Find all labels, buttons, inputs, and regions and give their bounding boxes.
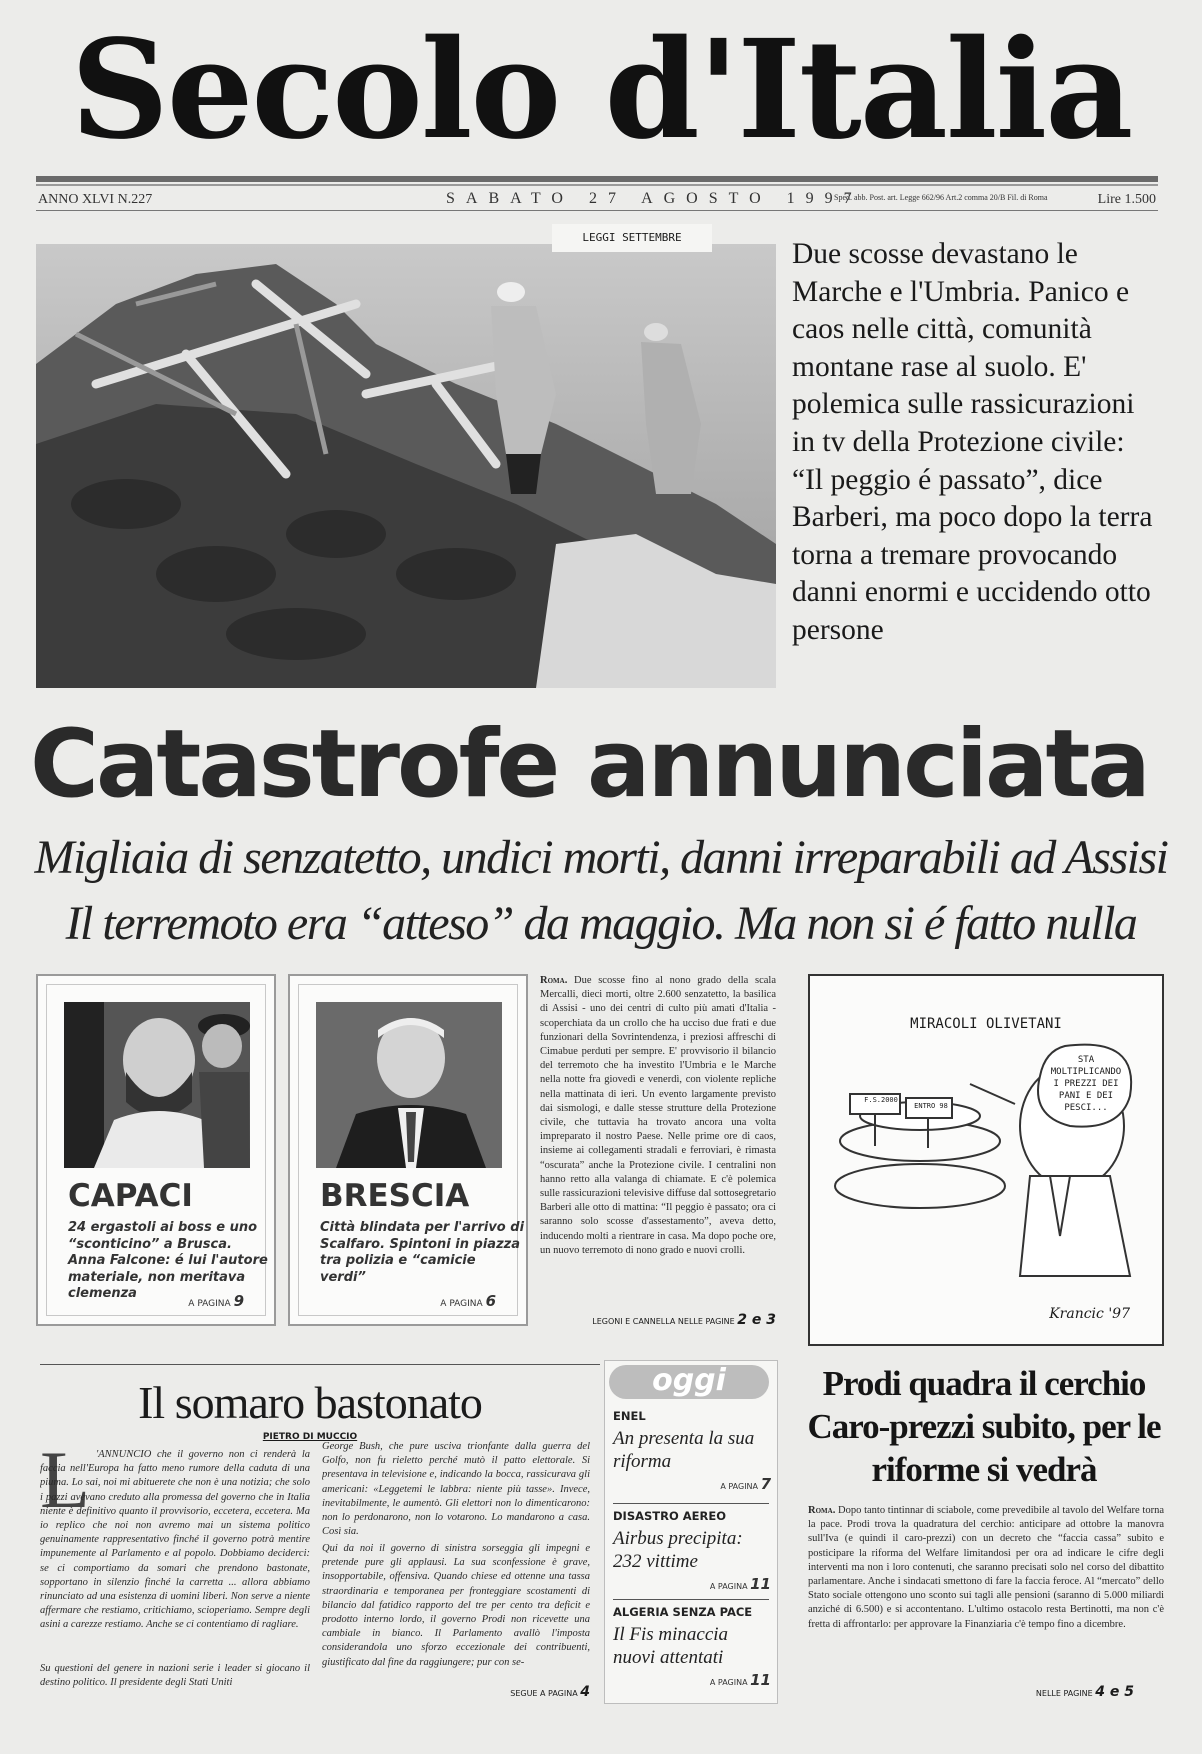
roma-footer	[540, 1312, 776, 1328]
brescia-page-ref	[440, 1292, 496, 1310]
prodi-headline: Prodi quadra il cerchio Caro-prezzi subito, per le riforme si vedrà	[807, 1364, 1161, 1489]
oggi-item-page	[613, 1671, 771, 1689]
oggi-item-title: An presenta la sua riforma	[613, 1428, 755, 1472]
oggi-column	[604, 1360, 778, 1704]
prodi-article	[808, 1504, 1164, 1680]
oggi-item-page-num: 7	[760, 1475, 771, 1493]
capaci-box	[36, 974, 276, 1326]
somaro-dropcap: L	[40, 1434, 91, 1525]
capaci-page-num: 9	[233, 1292, 244, 1310]
lower-section-rule	[40, 1364, 600, 1365]
issue-number: ANNO XLVI N.227	[38, 192, 153, 207]
earthquake-rubble-photo	[36, 244, 776, 688]
issue-date: SABATO 27 AGOSTO 1997	[446, 190, 863, 207]
dateline-rule	[36, 210, 1158, 211]
issue-price: Lire 1.500	[1097, 192, 1156, 207]
somaro-col1: 'ANNUNCIO che il governo non ci renderà la faccia nell'Europa ha fatto meno rumore della caduta di una piuma. Lo sai, noi mi abituerete che non è una notizia; che solo i pazzi avevano creduto alla promessa del governo che in Italia niente è definitivo quanto il provvisorio, eccetera, eccetera. Ma io replico che noi non avremo mai un sistema politico genuinamente rappresentativo finché il governo potrà mentire impunemente al Parlamento e al popolo. Dobbiamo deciderci: se ci comportiamo da somari che prendono bastonate, sopportano in silenzio finché la carretta ... allora abbiamo rinunciato ad una esistenza di uomini liberi. Non serve a niente affermare che restiamo, critichiamo, scioperiamo. Sempre degli asini a carezze restiamo. Anche se ci contentiamo di ragliare.	[40, 1449, 310, 1631]
oggi-item-title: Il Fis minaccia nuovi attentati	[613, 1624, 729, 1668]
oggi-item-page-num: 11	[750, 1575, 771, 1593]
oggi-item-title: Airbus precipita: 232 vittime	[613, 1528, 743, 1572]
masthead-rule-bottom	[36, 184, 1158, 186]
cartoon-sign-2: ENTRO 98	[914, 1102, 948, 1110]
somaro-byline: PIETRO DI MUCCIO	[262, 1432, 358, 1442]
oggi-banner: oggi	[609, 1365, 769, 1399]
leggi-settembre-sticker: LEGGI SETTEMBRE	[552, 224, 712, 252]
lead-summary: Due scosse devastano le Marche e l'Umbria. Panico e caos nelle città, comunità montane rase al suolo. E' polemica sulle rassicurazioni in tv della Protezione civile: “Il peggio é passato”, dice Barberi, ma poco dopo la terra torna a tremare provocando danni enormi e uccidendo otto persone	[792, 238, 1153, 646]
cartoon-signature: Krancic '97	[1049, 1306, 1130, 1322]
roma-article	[540, 974, 776, 1308]
somaro-footer	[322, 1684, 590, 1700]
brescia-page-label: A PAGINA	[440, 1299, 483, 1309]
roma-body: Due scosse fino al nono grado della scala Mercalli, dieci morti, oltre 2.600 senzatetto, la basilica di Assisi - uno dei centri di culto più amati d'Italia - scoperchiata da un crollo che ha ucciso due frati e due funzionari della Sovrintendenza, i preziosi affreschi di Cimabue perduti per sempre. E' provvisorio il bilancio del terremoto che ha investito l'Umbria e le Marche nella notte fra giovedì e venerdì, con violente repliche nella mattinata di ieri. Un evento largamente previsto dai sismologi, e dalle stesse strutture della Protezione civile, che tuttavia ha trovato ancora una volta impreparato il nostro Paese. Nelle prime ore di caos, insieme ai collegamenti stradali e ferroviari, è rimasta “oscurata” anche la Protezione civile. I centralini non hanno retto alla valanga di chiamate. E c'è polemica sulle rassicurazioni televisive diffuse dal sottosegretario Barberi alle otto di mattina: “Il peggio è passato; ora ci saranno solo scosse d'assestamento”, aveva detto, inducendo molti a rientrare in casa. Ma dopo poche ore, un nuovo terremoto di nono grado e nuovi crolli.	[540, 975, 776, 1256]
oggi-item-algeria	[613, 1605, 771, 1689]
brescia-title: BRESCIA	[320, 1178, 470, 1214]
subheadline-2: Il terremoto era “atteso” da maggio. Ma non si é fatto nulla	[65, 897, 1137, 950]
capaci-page-label: A PAGINA	[188, 1299, 231, 1309]
prodi-footer-label: NELLE PAGINE	[1035, 1689, 1093, 1698]
oggi-item-page	[613, 1575, 771, 1593]
oggi-item-enel	[613, 1409, 771, 1493]
brescia-page-num: 6	[485, 1292, 496, 1310]
roma-footer-pages: 2 e 3	[737, 1312, 776, 1328]
oggi-item-label: ENEL	[613, 1409, 646, 1423]
brescia-photo	[316, 1002, 502, 1168]
brescia-box	[288, 974, 528, 1326]
roma-dateline: Roma.	[540, 975, 568, 986]
oggi-item-page-label: A PAGINA	[720, 1482, 759, 1491]
oggi-item-disastro-aereo	[613, 1509, 771, 1593]
cartoon-title: MIRACOLI OLIVETANI	[910, 1016, 1062, 1032]
oggi-divider	[613, 1599, 769, 1600]
cartoon-box	[808, 974, 1164, 1346]
somaro-footer-label: SEGUE A PAGINA	[510, 1689, 578, 1698]
postal-notice: Sped. abb. Post. art. Legge 662/96 Art.2 comma 20/B Fil. di Roma	[834, 193, 1048, 202]
roma-footer-label: LEGONI E CANNELLA NELLE PAGINE	[592, 1317, 735, 1326]
somaro-title: Il somaro bastonato	[138, 1377, 482, 1428]
capaci-title: CAPACI	[68, 1178, 193, 1214]
dateline	[36, 190, 1158, 208]
oggi-divider	[613, 1503, 769, 1504]
main-headline: Catastrofe annunciata	[30, 710, 1148, 819]
prodi-footer-pages: 4 e 5	[1095, 1684, 1134, 1700]
somaro-col2-cont: Qui da noi il governo di sinistra sorseggia gli impegni e pretende pure gli applausi. La sua sconfessione è grave, insopportabile, offensiva. Quando chiese ed ottenne una tassa straordinaria e temporanea per fronteggiare scostamenti di bilancio dal fatidico rapporto del tre per cento tra deficit e prodotto interno lordo, il governo Prodi non ricevette una cambiale in bianco. Il Parlamento avallò l'imposta considerandola uno sforzo eccezionale dei contribuenti, giustificato dal fine da raggiungere; pur con se-	[322, 1543, 590, 1668]
capaci-page-ref	[188, 1292, 244, 1310]
oggi-item-page-label: A PAGINA	[709, 1582, 748, 1591]
oggi-item-label: DISASTRO AEREO	[613, 1509, 727, 1523]
prodi-body: Dopo tanto tintinnar di sciabole, come prevedibile al tavolo del Welfare torna la pace. Prodi trova la quadratura del cerchio: anticipare ad ottobre la manovra sull'Iva (e quindi il caro-prezzi) con un decreto che “faccia cassa” subito e posticipare la riforma del Welfare limitandosi per ora ad indicare le cifre degli interventi ma non i loro contenuti, che saranno precisati solo nel corso del dibattito parlamentare. Anche i sindacati smettono di fare la faccia feroce. Al “mercato” dello Stato sociale ottengono uno sconto sui tagli alle pensioni (saranno di 5.000 miliardi anziché di 6.500) e si accontentano. L'ultimo ostacolo resta Bertinotti, ma non c'è fretta di affrontarlo: per approvare la Finanziaria c'è tempo fino a dicembre.	[808, 1505, 1164, 1630]
somaro-col1-cont: Su questioni del genere in nazioni serie i leader si giocano il destino politico. Il presidente degli Stati Uniti	[40, 1663, 310, 1689]
cartoon-drawing	[810, 976, 1162, 1344]
oggi-item-label: ALGERIA SENZA PACE	[613, 1605, 753, 1619]
masthead-title: Secolo d'Italia	[70, 10, 1132, 170]
oggi-item-page-num: 11	[750, 1671, 771, 1689]
cartoon-speech-bubble: STA MOLTIPLICANDO I PREZZI DEI PANI E DEI PESCI...	[1050, 1055, 1122, 1113]
masthead-rule-top	[36, 176, 1158, 182]
somaro-col2: George Bush, che pure usciva trionfante dalla guerra del Golfo, non fu rieletto perché mutò il patto elettorale. Si presentava in televisione e, indicando la bocca, rassicurava gli americani: «Leggetemi le labbra: niente più tasse». Invece, inevitabilmente, le aumentò. Gli elettori non lo dimenticarono: non lo perdonarono, non lo votarono. Lo mandarono a casa. Così sia.	[322, 1441, 590, 1538]
oggi-item-page	[613, 1475, 771, 1493]
capaci-photo	[64, 1002, 250, 1168]
capaci-text: 24 ergastoli ai boss e uno “sconticino” a Brusca. Anna Falcone: é lui l'autore materiale, non meritava clemenza	[68, 1220, 268, 1301]
prodi-footer	[808, 1684, 1134, 1700]
subheadline-1: Migliaia di senzatetto, undici morti, danni irreparabili ad Assisi	[34, 831, 1168, 884]
cartoon-sign-1: F.S.2000	[864, 1096, 898, 1104]
prodi-dateline: Roma.	[808, 1505, 836, 1516]
brescia-text: Città blindata per l'arrivo di Scalfaro. Spintoni in piazza tra polizia e “camicie verdi”	[320, 1220, 525, 1285]
oggi-item-page-label: A PAGINA	[709, 1678, 748, 1687]
somaro-footer-page: 4	[580, 1684, 590, 1700]
